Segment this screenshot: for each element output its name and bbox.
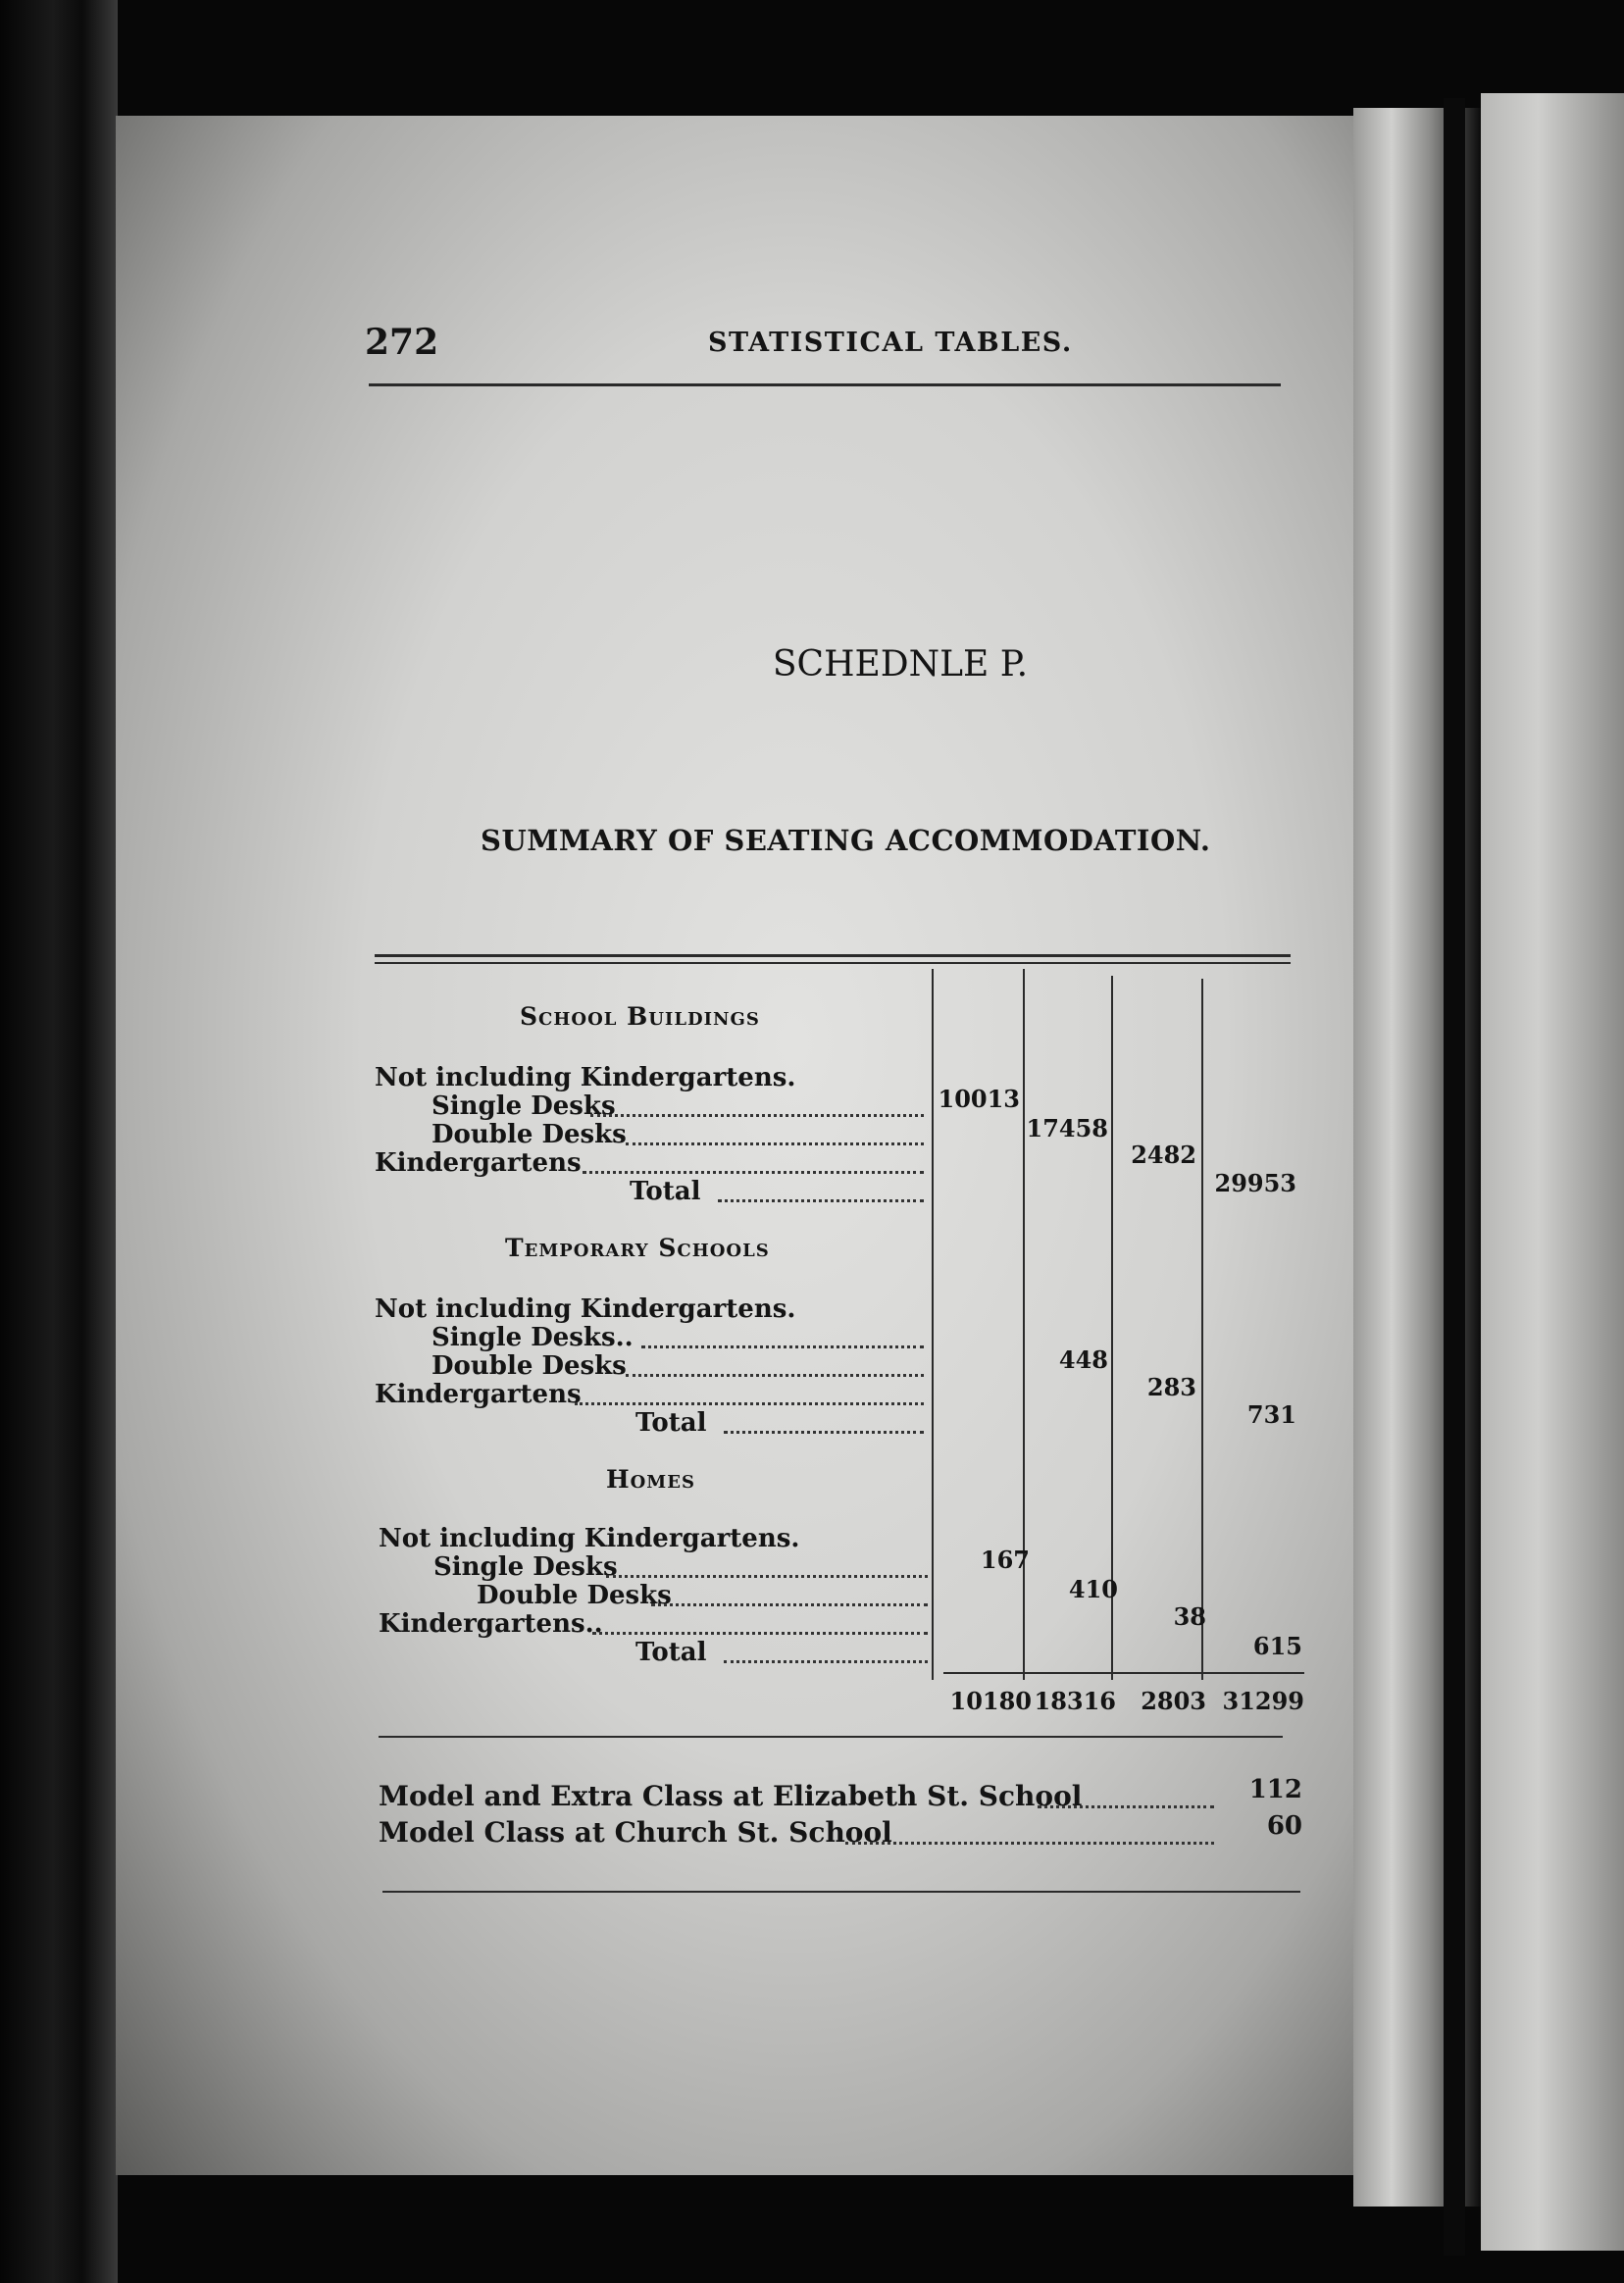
row-label: Kindergartens.. [379,1609,603,1639]
row-label: Double Desks [431,1120,627,1149]
cell-value: 2482 [1131,1141,1196,1169]
row-label: Total [630,1177,701,1206]
row-label: Single Desks.. [431,1323,634,1352]
dot-leader [626,1374,924,1377]
section-heading-homes: Homes [606,1465,695,1494]
row-label: Kindergartens [375,1148,582,1178]
dot-leader [575,1402,924,1405]
footnote-value: 112 [1248,1775,1302,1804]
column-total: 18316 [1034,1687,1116,1715]
cell-value: 167 [980,1546,1030,1574]
cell-value: 615 [1252,1632,1302,1660]
cell-value: 29953 [1214,1169,1296,1197]
dot-leader [845,1842,1214,1845]
section-heading-temporary-schools: Temporary Schools [505,1234,770,1262]
facing-page-edge [1481,93,1624,2251]
dot-leader [592,1632,928,1635]
schedule-title: SCHEDNLE P. [772,644,1029,685]
dot-leader [606,1575,928,1578]
footnote-label: Model and Extra Class at Elizabeth St. School [379,1780,1083,1812]
dot-leader [583,1171,924,1174]
table-bottom-rule [379,1736,1283,1738]
dot-leader [590,1114,924,1117]
cell-value: 731 [1246,1400,1296,1429]
table-top-rule [375,954,1291,957]
header-rule [369,383,1281,386]
dot-leader [724,1660,928,1663]
row-label: Single Desks [431,1091,616,1121]
totals-rule [943,1672,1304,1674]
row-label: Total [635,1408,707,1438]
column-total: 10180 [949,1687,1032,1715]
row-label: Double Desks [477,1581,672,1610]
book-edge-left [0,0,118,2283]
dot-leader [1038,1805,1214,1808]
footnote-label: Model Class at Church St. School [379,1816,892,1849]
column-total: 31299 [1222,1687,1304,1715]
row-label: Not including Kindergartens. [375,1063,796,1092]
cell-value: 10013 [938,1085,1020,1113]
dot-leader [641,1345,924,1348]
table-top-rule-2 [375,962,1291,964]
row-label: Total [635,1638,707,1667]
row-label: Not including Kindergartens. [375,1294,796,1324]
book-page [116,116,1420,2175]
section-heading-school-buildings: School Buildings [520,1002,760,1031]
dot-leader [651,1603,928,1606]
cell-value: 448 [1058,1345,1108,1374]
dot-leader [718,1199,924,1202]
row-label: Kindergartens [375,1380,582,1409]
dot-leader [626,1142,924,1145]
cell-value: 283 [1146,1373,1196,1401]
summary-title: SUMMARY OF SEATING ACCOMMODATION. [481,824,1211,857]
running-head: STATISTICAL TABLES. [708,328,1073,358]
row-label: Double Desks [431,1351,627,1381]
column-rule-1 [932,969,934,1680]
row-label: Single Desks [433,1552,618,1582]
page-number: 272 [365,322,439,363]
column-total: 2803 [1141,1687,1206,1715]
cell-value: 410 [1068,1575,1118,1603]
footnote-value: 60 [1266,1811,1302,1841]
cell-value: 17458 [1026,1114,1108,1142]
dot-leader [724,1431,924,1434]
cell-value: 38 [1173,1602,1206,1631]
row-label: Not including Kindergartens. [379,1524,800,1553]
column-rule-4 [1201,979,1203,1680]
closing-rule [382,1891,1300,1893]
page-separator [1444,98,1465,2256]
